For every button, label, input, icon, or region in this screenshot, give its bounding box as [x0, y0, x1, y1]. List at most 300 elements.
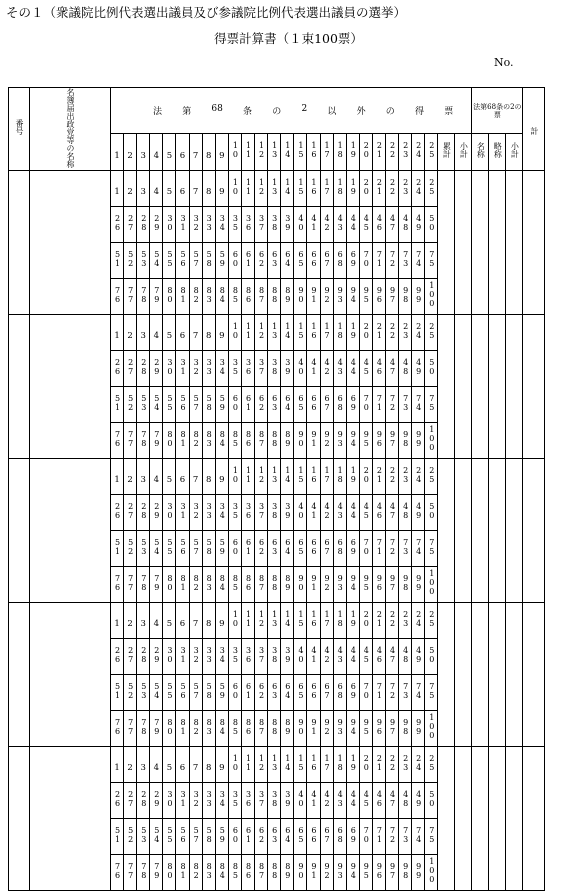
tally-number-cell [281, 819, 294, 855]
tally-number: 33 [204, 645, 214, 664]
entry-party-name-cell[interactable] [30, 459, 111, 603]
tally-number-cell [294, 351, 307, 387]
tally-number: 93 [335, 861, 345, 880]
cumulative-cell[interactable] [438, 459, 455, 603]
cumulative-cell[interactable] [438, 603, 455, 747]
count-col-header [111, 134, 124, 171]
tally-number: 55 [165, 681, 175, 700]
tally-number-cell [359, 711, 372, 747]
tally-number: 27 [126, 789, 136, 808]
tally-number-cell [111, 747, 124, 783]
tally-number-cell [189, 459, 202, 495]
tally-number-cell [228, 207, 241, 243]
art68-name-cell[interactable] [472, 459, 489, 603]
tally-number: 16 [309, 465, 319, 484]
tally-number: 61 [243, 393, 253, 412]
tally-number: 29 [152, 213, 162, 232]
tally-number-cell [215, 315, 228, 351]
tally-number-cell [399, 603, 412, 639]
tally-number: 66 [309, 681, 319, 700]
tally-number: 8 [205, 187, 212, 197]
art68-name-cell[interactable] [472, 603, 489, 747]
tally-number-cell [255, 819, 268, 855]
subtotal-cell[interactable] [455, 315, 472, 459]
tally-number-cell [163, 711, 176, 747]
tally-number-cell [412, 819, 425, 855]
tally-number-cell [385, 243, 398, 279]
tally-number: 56 [178, 537, 188, 556]
count-col-header [150, 134, 163, 171]
tally-number: 10 [230, 609, 240, 628]
tally-number: 44 [348, 501, 358, 520]
tally-number-cell [111, 603, 124, 639]
art68-name-cell[interactable] [472, 171, 489, 315]
tally-number: 91 [309, 861, 319, 880]
tally-number: 75 [427, 393, 437, 412]
tally-number-cell [346, 675, 359, 711]
tally-number: 82 [191, 429, 201, 448]
tally-number: 62 [257, 249, 267, 268]
tally-number: 26 [113, 645, 123, 664]
tally-number: 65 [296, 825, 306, 844]
tally-number: 64 [283, 681, 293, 700]
tally-number: 14 [283, 609, 293, 628]
tally-number-cell [215, 567, 228, 603]
tally-number-cell [241, 531, 254, 567]
tally-number-cell [281, 783, 294, 819]
art68-abbrev-cell[interactable] [489, 603, 506, 747]
total-cell[interactable] [523, 171, 545, 315]
count-col-number: 9 [219, 150, 225, 161]
tally-number: 78 [139, 285, 149, 304]
tally-number-cell [163, 243, 176, 279]
tally-number: 39 [283, 645, 293, 664]
cumulative-cell[interactable] [438, 171, 455, 315]
tally-number: 39 [283, 789, 293, 808]
total-cell[interactable] [523, 747, 545, 891]
tally-number: 42 [322, 789, 332, 808]
art68-abbrev-cell[interactable] [489, 171, 506, 315]
tally-number: 65 [296, 393, 306, 412]
tally-number: 82 [191, 861, 201, 880]
tally-number: 21 [374, 609, 384, 628]
count-col-header [241, 134, 254, 171]
tally-number-cell [202, 459, 215, 495]
cumulative-cell[interactable] [438, 747, 455, 891]
tally-number: 80 [165, 429, 175, 448]
art68-subtotal-cell[interactable] [506, 459, 523, 603]
tally-number-cell [425, 315, 438, 351]
tally-number-cell [307, 747, 320, 783]
tally-number: 73 [401, 681, 411, 700]
tally-number-cell [333, 387, 346, 423]
entry-number-cell[interactable] [9, 459, 30, 603]
tally-number: 18 [335, 465, 345, 484]
tally-number-cell [281, 855, 294, 891]
tally-number-cell [176, 243, 189, 279]
tally-number-cell [111, 279, 124, 315]
tally-number-cell [385, 819, 398, 855]
law-heading-word: 外 [356, 107, 366, 117]
tally-number: 60 [230, 393, 240, 412]
tally-number-cell [176, 315, 189, 351]
entry-party-name-cell[interactable] [30, 747, 111, 891]
tally-number: 97 [388, 429, 398, 448]
tally-number: 95 [361, 285, 371, 304]
tally-number: 11 [243, 321, 253, 340]
tally-number-cell [124, 495, 137, 531]
tally-number: 69 [348, 393, 358, 412]
count-col-number: 13 [270, 141, 280, 159]
tally-number: 20 [361, 321, 371, 340]
tally-number-cell [255, 783, 268, 819]
tally-number: 63 [270, 249, 280, 268]
tally-number-cell [307, 351, 320, 387]
tally-number: 33 [204, 789, 214, 808]
tally-number-cell [333, 315, 346, 351]
entry-party-name-cell[interactable] [30, 171, 111, 315]
tally-number-cell [163, 639, 176, 675]
tally-number: 89 [283, 861, 293, 880]
tally-number: 28 [139, 645, 149, 664]
total-cell[interactable] [523, 459, 545, 603]
count-col-header [425, 134, 438, 171]
tally-number: 30 [165, 645, 175, 664]
tally-number: 53 [139, 393, 149, 412]
tally-number-cell [137, 711, 150, 747]
tally-number: 40 [296, 789, 306, 808]
tally-number: 81 [178, 429, 188, 448]
tally-number-cell [189, 747, 202, 783]
tally-number: 28 [139, 501, 149, 520]
tally-number: 81 [178, 573, 188, 592]
tally-number: 67 [322, 681, 332, 700]
tally-number-cell [425, 387, 438, 423]
tally-number-cell [385, 531, 398, 567]
tally-number-cell [412, 459, 425, 495]
tally-number: 67 [322, 537, 332, 556]
art68-subtotal-cell[interactable] [506, 171, 523, 315]
tally-number: 55 [165, 393, 175, 412]
tally-number-cell [215, 207, 228, 243]
tally-number: 51 [113, 537, 123, 556]
tally-number: 51 [113, 825, 123, 844]
tally-number-cell [307, 639, 320, 675]
tally-number-cell [399, 711, 412, 747]
tally-number: 15 [296, 465, 306, 484]
tally-number-cell [255, 603, 268, 639]
tally-number-cell [385, 495, 398, 531]
tally-number: 18 [335, 609, 345, 628]
subtotal-cell[interactable] [455, 603, 472, 747]
tally-number: 49 [414, 789, 424, 808]
tally-number-cell [163, 603, 176, 639]
tally-number-cell [255, 171, 268, 207]
tally-number-cell [255, 351, 268, 387]
tally-number-cell [385, 747, 398, 783]
tally-number: 56 [178, 249, 188, 268]
tally-number-cell [137, 747, 150, 783]
tally-number-cell [163, 783, 176, 819]
tally-number-cell [294, 639, 307, 675]
tally-number: 34 [217, 501, 227, 520]
tally-number: 39 [283, 213, 293, 232]
tally-number: 66 [309, 393, 319, 412]
art68-subtotal-cell[interactable] [506, 315, 523, 459]
entry-number-cell[interactable] [9, 603, 30, 747]
tally-number-cell [412, 783, 425, 819]
tally-number: 86 [243, 717, 253, 736]
tally-number-cell [425, 171, 438, 207]
tally-number-cell [385, 315, 398, 351]
tally-number: 94 [348, 285, 358, 304]
tally-number: 12 [257, 753, 267, 772]
art68-subtotal-cell[interactable] [506, 603, 523, 747]
tally-number: 53 [139, 825, 149, 844]
tally-number-cell [176, 747, 189, 783]
tally-number: 11 [243, 753, 253, 772]
tally-number: 62 [257, 825, 267, 844]
tally-number: 95 [361, 717, 371, 736]
entry-number-cell[interactable] [9, 747, 30, 891]
tally-number: 47 [388, 213, 398, 232]
tally-number: 45 [361, 789, 371, 808]
law-heading-word: 以 [327, 107, 337, 117]
tally-number-cell [268, 243, 281, 279]
art68-name-cell[interactable] [472, 747, 489, 891]
tally-number: 24 [414, 753, 424, 772]
tally-number: 10 [230, 177, 240, 196]
tally-number-cell [399, 819, 412, 855]
total-cell[interactable] [523, 603, 545, 747]
subtotal-cell[interactable] [455, 747, 472, 891]
form-title: その１（衆議院比例代表選出議員及び参議院比例代表選出議員の選挙） [6, 5, 407, 20]
tally-number-cell [372, 387, 385, 423]
entry-party-name-cell[interactable] [30, 315, 111, 459]
tally-number-cell [124, 423, 137, 459]
tally-number-cell [228, 567, 241, 603]
tally-number-cell [320, 423, 333, 459]
tally-number: 97 [388, 573, 398, 592]
tally-number-cell [241, 675, 254, 711]
tally-number: 17 [322, 321, 332, 340]
tally-number-cell [333, 747, 346, 783]
tally-number-cell [202, 171, 215, 207]
tally-number-cell [189, 279, 202, 315]
tally-number-cell [163, 315, 176, 351]
tally-number: 51 [113, 393, 123, 412]
tally-number-cell [137, 459, 150, 495]
tally-number: 91 [309, 285, 319, 304]
tally-number-cell [137, 495, 150, 531]
tally-number: 15 [296, 753, 306, 772]
subtotal-cell[interactable] [455, 459, 472, 603]
tally-number: 47 [388, 789, 398, 808]
tally-number-cell [294, 855, 307, 891]
art68-abbrev-cell[interactable] [489, 459, 506, 603]
tally-number-cell [385, 675, 398, 711]
tally-number-cell [202, 783, 215, 819]
tally-number: 43 [335, 213, 345, 232]
tally-number: 87 [257, 717, 267, 736]
tally-number: 36 [243, 357, 253, 376]
tally-number-cell [241, 567, 254, 603]
count-col-header [372, 134, 385, 171]
tally-number: 62 [257, 681, 267, 700]
tally-number: 31 [178, 789, 188, 808]
tally-number-cell [163, 423, 176, 459]
tally-number-cell [163, 459, 176, 495]
tally-number: 61 [243, 249, 253, 268]
tally-number: 91 [309, 717, 319, 736]
tally-number-cell [189, 351, 202, 387]
tally-number-cell [176, 459, 189, 495]
tally-number: 74 [414, 249, 424, 268]
tally-number-cell [385, 423, 398, 459]
tally-number-cell [202, 855, 215, 891]
tally-number-cell [294, 459, 307, 495]
tally-number-cell [372, 567, 385, 603]
tally-number: 75 [427, 681, 437, 700]
art68-abbrev-cell[interactable] [489, 747, 506, 891]
law-heading-word: 条 [243, 107, 253, 117]
tally-number: 7 [192, 619, 199, 629]
entry-number-cell[interactable] [9, 315, 30, 459]
tally-number: 43 [335, 357, 345, 376]
tally-number: 52 [126, 681, 136, 700]
tally-number: 98 [401, 717, 411, 736]
tally-number-cell [333, 171, 346, 207]
tally-number-cell [268, 207, 281, 243]
tally-number-cell [241, 711, 254, 747]
tally-number: 5 [166, 187, 173, 197]
tally-number-cell [294, 423, 307, 459]
tally-number-cell [215, 423, 228, 459]
tally-number: 98 [401, 429, 411, 448]
tally-number-cell [268, 747, 281, 783]
tally-number-cell [399, 495, 412, 531]
art68-name-cell[interactable] [472, 315, 489, 459]
tally-number-cell [294, 531, 307, 567]
tally-number-cell [228, 279, 241, 315]
tally-number-cell [307, 459, 320, 495]
tally-number-cell [399, 423, 412, 459]
tally-number-cell [124, 855, 137, 891]
tally-number: 12 [257, 465, 267, 484]
tally-number: 97 [388, 717, 398, 736]
tally-number-cell [399, 207, 412, 243]
total-header: 計 [529, 126, 539, 135]
tally-number: 90 [296, 573, 306, 592]
tally-number: 29 [152, 501, 162, 520]
tally-number-cell [124, 603, 137, 639]
art68-abbrev-cell[interactable] [489, 315, 506, 459]
art68-subtotal-cell[interactable] [506, 747, 523, 891]
tally-number: 43 [335, 789, 345, 808]
tally-number-cell [111, 855, 124, 891]
tally-number: 100 [427, 281, 437, 308]
tally-number-cell [150, 423, 163, 459]
tally-number-cell [359, 567, 372, 603]
tally-number: 27 [126, 213, 136, 232]
count-col-header [333, 134, 346, 171]
tally-number-cell [412, 531, 425, 567]
tally-number: 96 [374, 717, 384, 736]
tally-number-cell [215, 351, 228, 387]
tally-number-cell [294, 819, 307, 855]
header-number [9, 88, 30, 171]
tally-number: 8 [205, 475, 212, 485]
tally-number-cell [281, 423, 294, 459]
tally-number-cell [399, 567, 412, 603]
count-col-number: 1 [114, 150, 120, 161]
tally-number: 26 [113, 357, 123, 376]
tally-number: 76 [113, 573, 123, 592]
entry-party-name-cell[interactable] [30, 603, 111, 747]
tally-number-cell [137, 207, 150, 243]
tally-number-cell [215, 279, 228, 315]
tally-number: 2 [127, 187, 133, 197]
tally-number-cell [359, 495, 372, 531]
total-cell[interactable] [523, 315, 545, 459]
tally-number-cell [294, 207, 307, 243]
tally-number: 19 [348, 753, 358, 772]
tally-number-cell [281, 639, 294, 675]
tally-number-cell [346, 495, 359, 531]
tally-number-cell [333, 639, 346, 675]
count-col-header [228, 134, 241, 171]
tally-number-cell [255, 279, 268, 315]
count-col-number: 11 [243, 141, 253, 159]
tally-number: 90 [296, 861, 306, 880]
tally-number: 14 [283, 465, 293, 484]
tally-number-cell [137, 675, 150, 711]
count-col-number: 4 [153, 150, 160, 161]
tally-number-cell [333, 279, 346, 315]
tally-number-cell [268, 819, 281, 855]
tally-number-cell [202, 243, 215, 279]
tally-number: 100 [427, 857, 437, 884]
entry-number-cell[interactable] [9, 171, 30, 315]
tally-number-cell [346, 711, 359, 747]
tally-number-cell [241, 639, 254, 675]
count-col-number: 17 [322, 141, 332, 159]
tally-number: 74 [414, 393, 424, 412]
tally-number: 92 [322, 429, 332, 448]
tally-number-cell [163, 495, 176, 531]
tally-number-cell [189, 243, 202, 279]
tally-number-cell [399, 783, 412, 819]
tally-number-cell [320, 351, 333, 387]
tally-number-cell [150, 675, 163, 711]
subtotal-cell[interactable] [455, 171, 472, 315]
tally-number: 77 [126, 429, 136, 448]
tally-number-cell [320, 747, 333, 783]
party-name-header: 名簿届出政党等の名称 [66, 88, 75, 168]
tally-number: 12 [257, 321, 267, 340]
tally-number-cell [425, 279, 438, 315]
tally-number-cell [150, 315, 163, 351]
count-col-header [202, 134, 215, 171]
tally-number-cell [111, 531, 124, 567]
tally-number: 85 [230, 573, 240, 592]
tally-number: 96 [374, 285, 384, 304]
tally-number-cell [425, 531, 438, 567]
cumulative-cell[interactable] [438, 315, 455, 459]
tally-number: 86 [243, 861, 253, 880]
tally-number-cell [228, 819, 241, 855]
tally-number-cell [346, 783, 359, 819]
